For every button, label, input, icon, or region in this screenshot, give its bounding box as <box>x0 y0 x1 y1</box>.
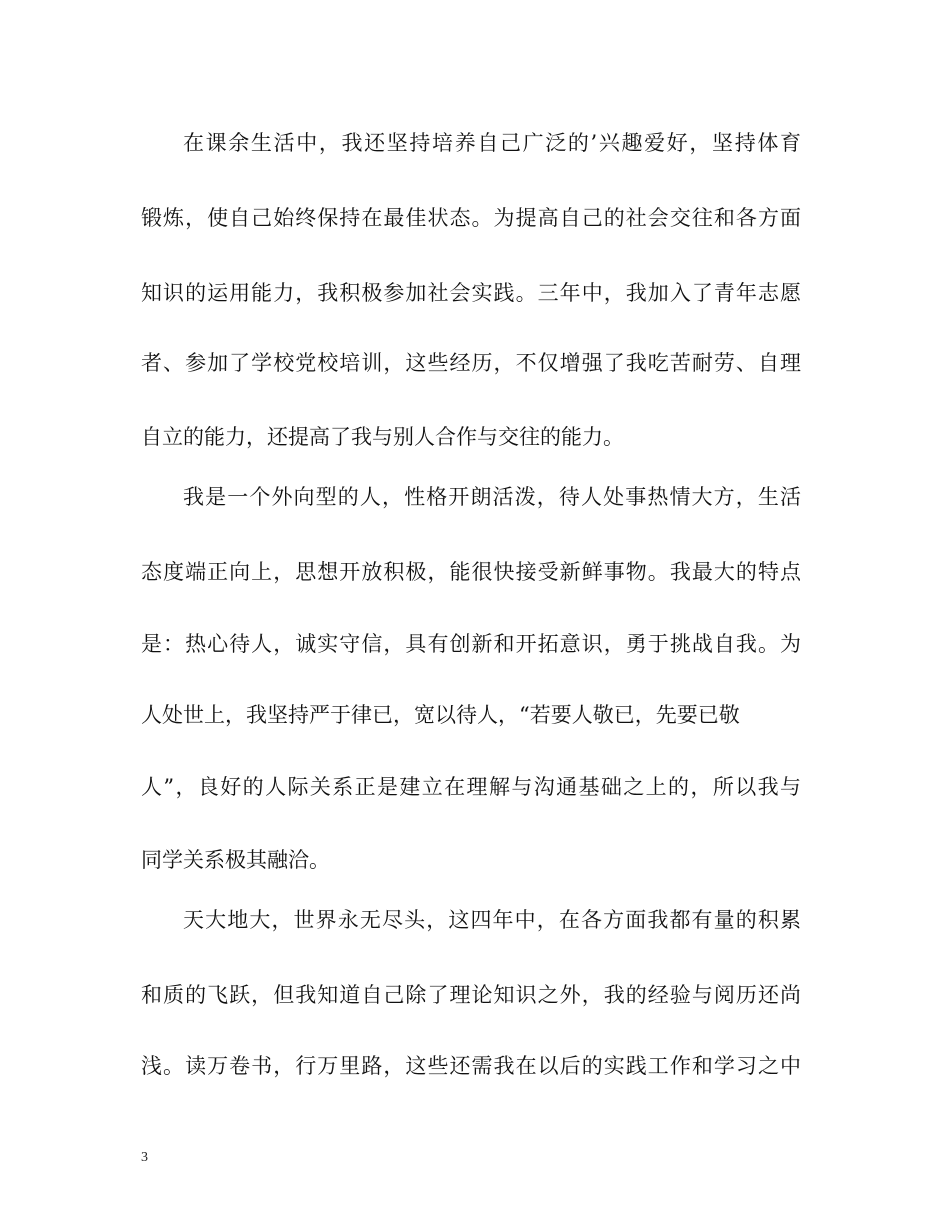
paragraph-3-line-1: 天大地大，世界永无尽头，这四年中，在各方面我都有量的积累 <box>183 908 801 932</box>
paragraph-1-line-1: 在课余生活中，我还坚持培养自己广泛的’兴趣爱好，坚持体育 <box>183 131 801 155</box>
paragraph-2-line-2: 态度端正向上，思想开放积极，能很快接受新鲜事物。我最大的特点 <box>141 560 801 584</box>
paragraph-1-line-5: 自立的能力，还提高了我与别人合作与交往的能力。 <box>141 425 624 449</box>
paragraph-1-line-2: 锻炼，使自己始终保持在最佳状态。为提高自己的社会交往和各方面 <box>141 206 801 230</box>
paragraph-1-line-4: 者、参加了学校党校培训，这些经历，不仅增强了我吃苦耐劳、自理 <box>141 351 801 375</box>
page-number: 3 <box>141 1150 148 1165</box>
paragraph-3-line-2: 和质的飞跃，但我知道自己除了理论知识之外，我的经验与阅历还尚 <box>141 983 801 1007</box>
paragraph-2-line-3: 是：热心待人，诚实守信，具有创新和开拓意识，勇于挑战自我。为 <box>141 632 801 656</box>
paragraph-2-line-5: 人”，良好的人际关系正是建立在理解与沟通基础之上的，所以我与 <box>141 775 801 799</box>
paragraph-2-line-4: 人处世上，我坚持严于律已，宽以待人，“若要人敬已，先要已敬 <box>141 703 740 727</box>
paragraph-1-line-3: 知识的运用能力，我积极参加社会实践。三年中，我加入了青年志愿 <box>141 281 801 305</box>
paragraph-2-line-6: 同学关系极其融洽。 <box>141 848 330 872</box>
paragraph-2-line-1: 我是一个外向型的人，性格开朗活泼，待人处事热情大方，生活 <box>183 485 801 509</box>
paragraph-3-line-3: 浅。读万卷书，行万里路，这些还需我在以后的实践工作和学习之中 <box>141 1054 801 1078</box>
